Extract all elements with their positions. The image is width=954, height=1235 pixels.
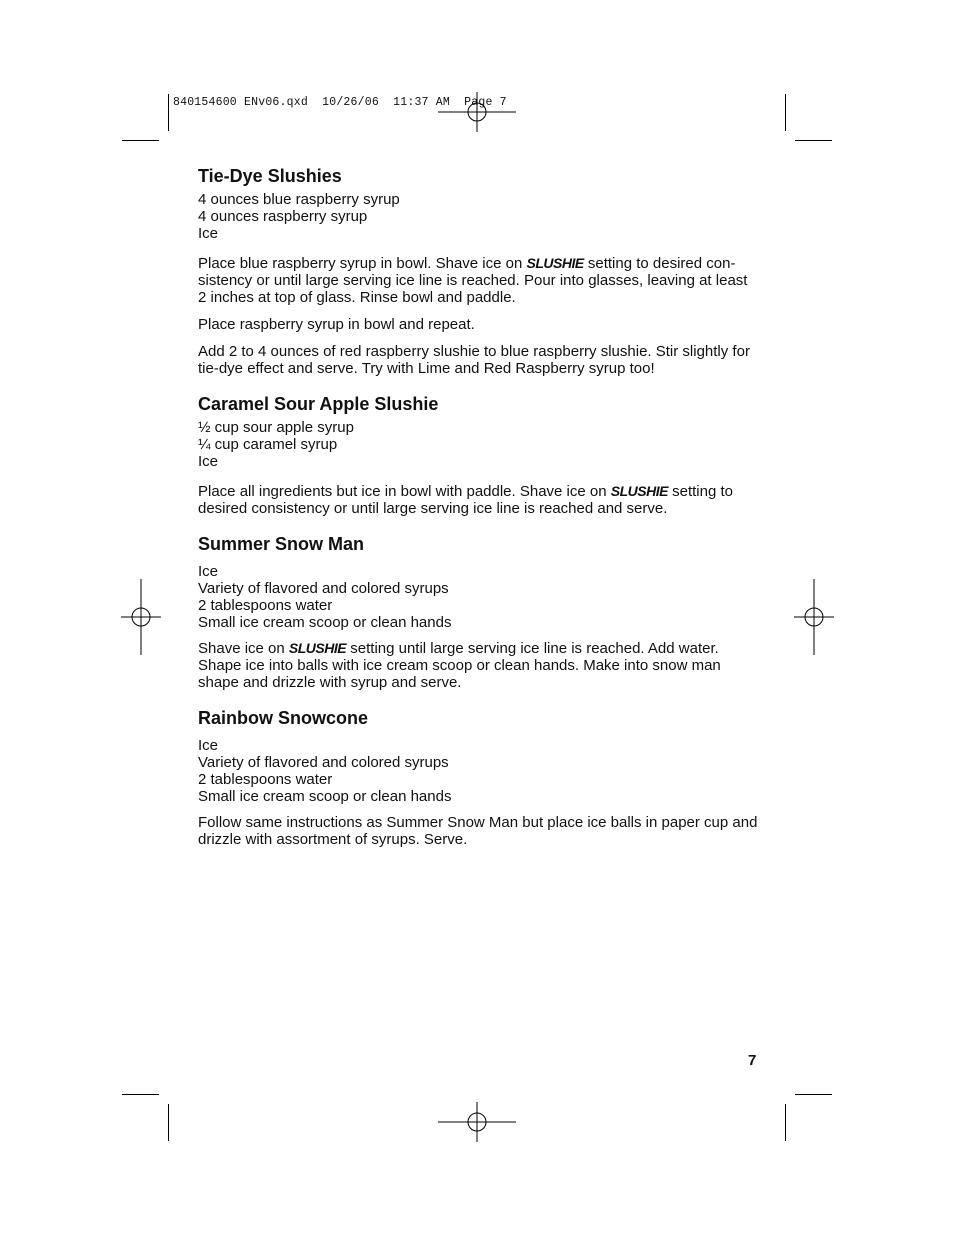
ingredient: ½ cup sour apple syrup [198, 419, 354, 436]
ingredient: 2 tablespoons water [198, 597, 333, 614]
ingredient: Variety of flavored and colored syrups [198, 754, 449, 771]
ingredient-list [198, 563, 758, 631]
recipe-content [198, 165, 758, 862]
ingredient-list [198, 191, 758, 242]
ingredient: ¼ cup caramel syrup [198, 436, 338, 453]
ingredient: Ice [198, 737, 219, 754]
ingredient: Ice [198, 563, 219, 580]
instruction-paragraph: Add 2 to 4 ounces of red raspberry slushie to blue raspberry slushie. Stir slightly for tie-dye effect and serve. Try with Lime and Red Raspberry syrup too! [198, 343, 750, 377]
ingredient: Variety of flavored and colored syrups [198, 580, 449, 597]
registration-mark-bottom [438, 1102, 516, 1142]
ingredient-list [198, 419, 758, 470]
recipe-title: Summer Snow Man [198, 534, 365, 554]
crop-mark-top-right-vertical [785, 94, 786, 131]
ingredient: Ice [198, 453, 219, 470]
recipe-summer-snow-man [198, 533, 758, 691]
crop-mark-top-left-horizontal [122, 140, 159, 141]
print-slug: 840154600 ENv06.qxd 10/26/06 11:37 AM Page 7 [173, 96, 507, 109]
crop-mark-top-left-vertical [168, 94, 169, 131]
crop-mark-top-right-horizontal [795, 140, 832, 141]
instruction-paragraph: Shave ice on SLUSHIE setting until large serving ice line is reached. Add water. Shape ice into balls with ice cream scoop or clean hands. Make into snow man shape and drizzle with syrup and serve. [198, 640, 721, 691]
ingredient: Small ice cream scoop or clean hands [198, 614, 452, 631]
crop-mark-bottom-right-vertical [785, 1104, 786, 1141]
page-number: 7 [748, 1052, 757, 1069]
ingredient-list [198, 737, 758, 805]
slushie-setting-keyword: SLUSHIE [526, 255, 584, 271]
registration-mark-right [794, 579, 834, 655]
ingredient: Small ice cream scoop or clean hands [198, 788, 452, 805]
ingredient: 4 ounces raspberry syrup [198, 208, 368, 225]
slushie-setting-keyword: SLUSHIE [610, 483, 668, 499]
recipe-tie-dye-slushies [198, 165, 758, 377]
recipe-title: Rainbow Snowcone [198, 708, 369, 728]
ingredient: 2 tablespoons water [198, 771, 333, 788]
recipe-caramel-sour-apple-slushie [198, 393, 758, 517]
recipe-title: Caramel Sour Apple Slushie [198, 394, 439, 414]
instruction-paragraph: Place blue raspberry syrup in bowl. Shave ice on SLUSHIE setting to desired con-sistency or until large serving ice line is reached. Pour into glasses, leaving at least 2 inches at top of glass. Rinse bowl and paddle. [198, 255, 748, 306]
instruction-paragraph: Place all ingredients but ice in bowl with paddle. Shave ice on SLUSHIE setting to desired consistency or until large serving ice line is reached and serve. [198, 483, 733, 517]
crop-mark-bottom-left-vertical [168, 1104, 169, 1141]
instruction-paragraph: Follow same instructions as Summer Snow Man but place ice balls in paper cup and drizzle with assortment of syrups. Serve. [198, 814, 758, 848]
ingredient: Ice [198, 225, 219, 242]
crop-mark-bottom-left-horizontal [122, 1094, 159, 1095]
recipe-rainbow-snowcone [198, 707, 758, 848]
instruction-paragraph: Place raspberry syrup in bowl and repeat. [198, 316, 475, 333]
recipe-title: Tie-Dye Slushies [198, 166, 342, 186]
registration-mark-left [121, 579, 161, 655]
crop-mark-bottom-right-horizontal [795, 1094, 832, 1095]
ingredient: 4 ounces blue raspberry syrup [198, 191, 400, 208]
registration-mark-top [438, 92, 516, 132]
slushie-setting-keyword: SLUSHIE [288, 640, 347, 656]
